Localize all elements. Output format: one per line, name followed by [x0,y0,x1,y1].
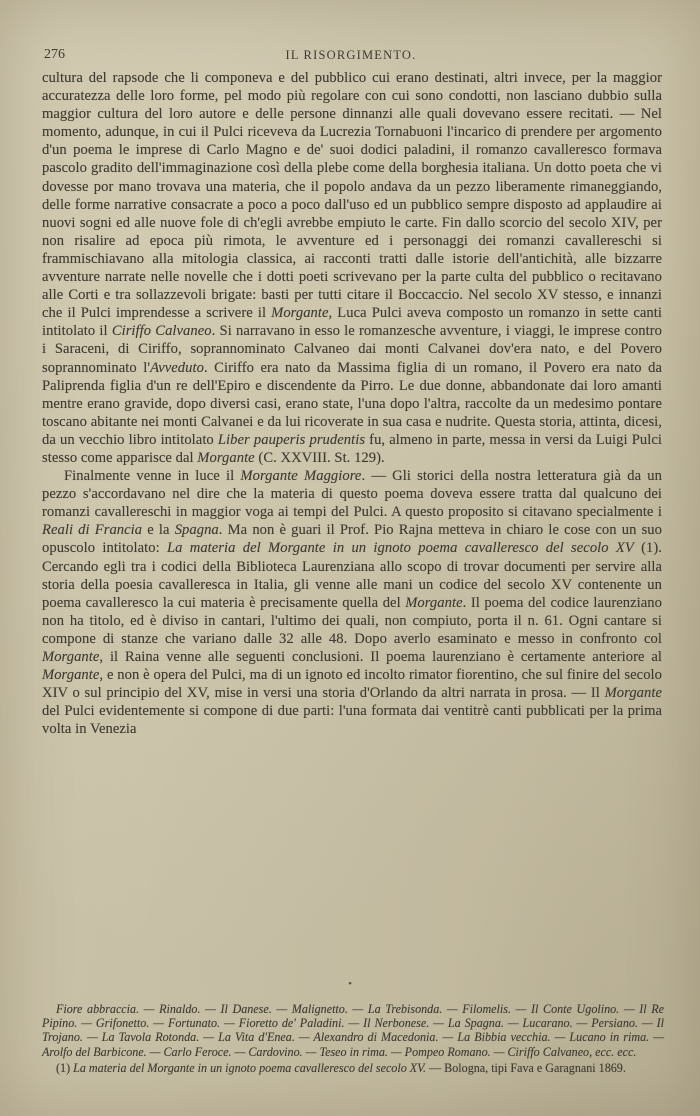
footnotes-section [42,1002,664,1075]
main-text [42,69,662,738]
page-header [42,46,660,64]
page-number: 276 [44,47,65,62]
running-header: IL RISORGIMENTO. [285,48,417,62]
paragraph-morgante-maggiore: Finalmente venne in luce il Morgante Maggiore. — Gli storici della nostra letteratura già da un pezzo s'accordavano nel dire che la materia di questo poema doveva essere tratta dal qualcuno dei romanzi cavallereschi in maggior voga ai tempi del Pulci. A questo proposito si citavano specialmente i Reali di Francia e la Spagna. Ma non è guari il Prof. Pio Rajna metteva in chiaro le cose con un suo opuscolo intitolato: La materia del Morgante in un ignoto poema cavalleresco del secolo XV (1). Cercando egli tra i codici della Biblioteca Laurenziana allo scopo di trovar documenti per servire alla storia della poesia cavalleresca in Italia, gli venne alle mani un codice del secolo XV contenente un poema cavalleresco la cui materia è precisamente quella del Morgante. Il poema del codice laurenziano non ha titolo, ed è diviso in cantari, l'ultimo dei quali, non compiuto, porta il n. 61. Ogni cantare si compone di stanze che variano dalle 32 alle 48. Dopo averlo esaminato e messo in confronto col Morgante, il Raina venne alle seguenti conclusioni. Il poema laurenziano è certamente anteriore al Morgante, e non è opera del Pulci, ma di un ignoto ed incolto rimator fiorentino, che sul finire del secolo XIV o sul principio del XV, mise in versi una storia d'Orlando da altri narrata in prosa. — Il Morgante del Pulci evidentemente si compone di due parti: l'una formata dai ventitrè canti pubblicati per la prima volta in Venezia [42,468,662,738]
paragraph-continuation: cultura del rapsode che li componeva e del pubblico cui erano destinati, altri invece, per la maggior accuratezza delle loro forme, pel modo più regolare con cui sono condotti, non lasciano dubbio sulla maggior cultura del loro autore e delle persone dinnanzi alle quali dovevano essere recitati. — Nel momento, adunque, in cui il Pulci riceveva da Lucrezia Tornabuoni l'incarico di prendere per argomento d'un poema le imprese di Carlo Magno e de' suoi dodici paladini, il romanzo cavalleresco formava pascolo gradito dell'immaginazione così della plebe come della borghesia italiana. Un dotto poeta che vi dovesse por mano trovava una materia, che il popolo andava da un pezzo liberamente rimaneggiando, delle forme narrative consacrate a poco a poco dall'uso ed un pubblico sempre disposto ad applaudire ai nuovi sogni ed alle nuove fole di ch'egli avrebbe empiuto le carte. Fin dallo scorcio del secolo XIV, per non risalire ad epoca più rimota, le avventure ed i personaggi dei romanzi cavallereschi si frammischiavano alla mitologia classica, ai racconti tratti dalle istorie dell'antichità, alle bizzarre avventure narrate nelle novelle che i dotti poeti scrivevano per la parte culta del pubblico o recitavano alle Corti e tra sollazzevoli brigate: basti per tutti citare il Boccaccio. Nel secolo XV stesso, e innanzi che il Pulci imprendesse a scrivere il Morgante, Luca Pulci aveva composto un romanzo in sette canti intitolato il Ciriffo Calvaneo. Si narravano in esso le romanzesche avventure, i viaggi, le imprese contro i Saraceni, di Ciriffo, soprannominato Calvaneo dai monti Calvanei dov'era nato, e del Povero soprannominato l'Avveduto. Ciriffo era nato da Massima figlia di un romano, il Povero era nato da Paliprenda figlia d'un re dell'Epiro e discendente da Pirro. Le due donne, abbandonate dai loro amanti mentre erano gravide, dopo diversi casi, erano state, l'una dopo l'altra, raccolte da un medesimo pontare toscano abitante nei monti Calvanei e da lui ricoverate in sua casa e nudrite. Questa storia, attinta, dicesi, da un vecchio libro intitolato Liber pauperis prudentis fu, almeno in parte, messa in versi da Luigi Pulci stesso come apparisce dal Morgante (C. XXVIII. St. 129). [42,70,662,466]
footnote-1: (1) La materia del Morgante in un ignoto poema cavalleresco del secolo XV. — Bologna, tipi Fava e Garagnani 1869. [56,1060,626,1075]
footnote-title-list: Fiore abbraccia. — Rinaldo. — Il Danese. — Malignetto. — La Trebisonda. — Filomelis. — Il Conte Ugolino. — Il Re Pipino. — Grifonetto. — Fortunato. — Fioretto de' Paladini. — Il Nerbonese. — La Spagna. — Lucarano. — Persiano. — Il Trojano. — La Tavola Rotonda. — La Vita d'Enea. — Alexandro di Macedonia. — La Bibbia vecchia. — Lucano in rima. — Arolfo del Barbicone. — Carlo Feroce. — Cardovino. — Teseo in rima. — Pompeo Romano. — Ciriffo Calvaneo, ecc. ecc. [42,1002,664,1059]
section-separator-dot: • [348,978,352,990]
